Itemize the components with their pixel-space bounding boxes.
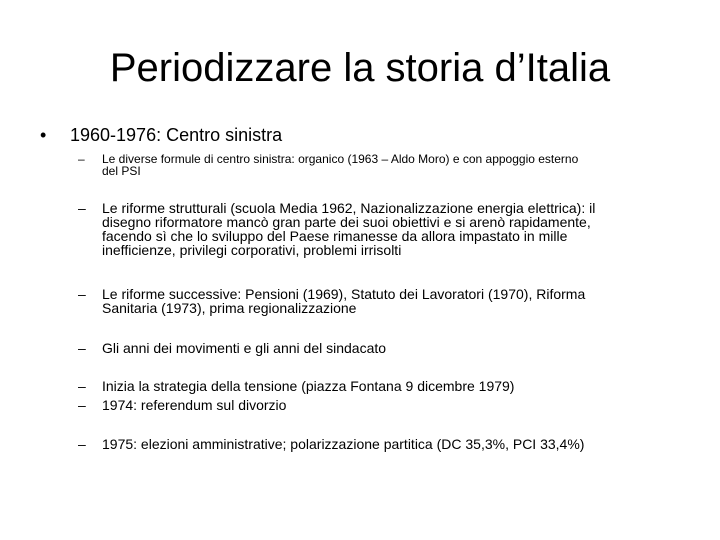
text-line: 1975: elezioni amministrative; polarizzazione partitica (DC 35,3%, PCI 33,4%) <box>102 436 585 452</box>
sub-bullet-text <box>102 379 678 393</box>
sub-bullet-text <box>102 201 678 257</box>
text-line: Inizia la strategia della tensione (piazza Fontana 9 dicembre 1979) <box>102 378 515 394</box>
dash-marker: – <box>78 200 86 216</box>
sub-bullet-text <box>102 437 678 451</box>
text-line: Gli anni dei movimenti e gli anni del sindacato <box>102 340 387 356</box>
text-line: disegno riformatore mancò gran parte dei suoi obiettivi e si arenò rapidamente, <box>102 214 591 230</box>
dash-marker: – <box>78 340 86 356</box>
dash-marker: – <box>78 378 86 394</box>
dash-marker: – <box>78 436 86 452</box>
bullet-marker: • <box>40 125 47 145</box>
text-line: inefficienze, privilegi corporativi, problemi irrisolti <box>102 242 402 258</box>
sub-bullet-text <box>102 398 678 412</box>
text-line: 1974: referendum sul divorzio <box>102 397 287 413</box>
dash-marker: – <box>78 397 86 413</box>
main-bullet-text: 1960-1976: Centro sinistra <box>70 125 283 145</box>
sub-bullet-text <box>102 153 678 177</box>
text-line: facendo sì che lo sviluppo del Paese rimanesse da allora impastato in mille <box>102 228 568 244</box>
sub-bullet-text <box>102 287 678 315</box>
text-line: Sanitaria (1973), prima regionalizzazione <box>102 300 357 316</box>
text-line: del PSI <box>102 164 141 178</box>
sub-bullet-text <box>102 341 678 355</box>
dash-marker: – <box>78 152 85 166</box>
text-line: Le riforme successive: Pensioni (1969), Statuto dei Lavoratori (1970), Riforma <box>102 286 586 302</box>
slide-title: Periodizzare la storia d’Italia <box>109 46 611 90</box>
text-line: Le riforme strutturali (scuola Media 1962, Nazionalizzazione energia elettrica): il <box>102 200 596 216</box>
text-line: Le diverse formule di centro sinistra: organico (1963 – Aldo Moro) e con appoggio esterno <box>102 152 579 166</box>
dash-marker: – <box>78 286 86 302</box>
